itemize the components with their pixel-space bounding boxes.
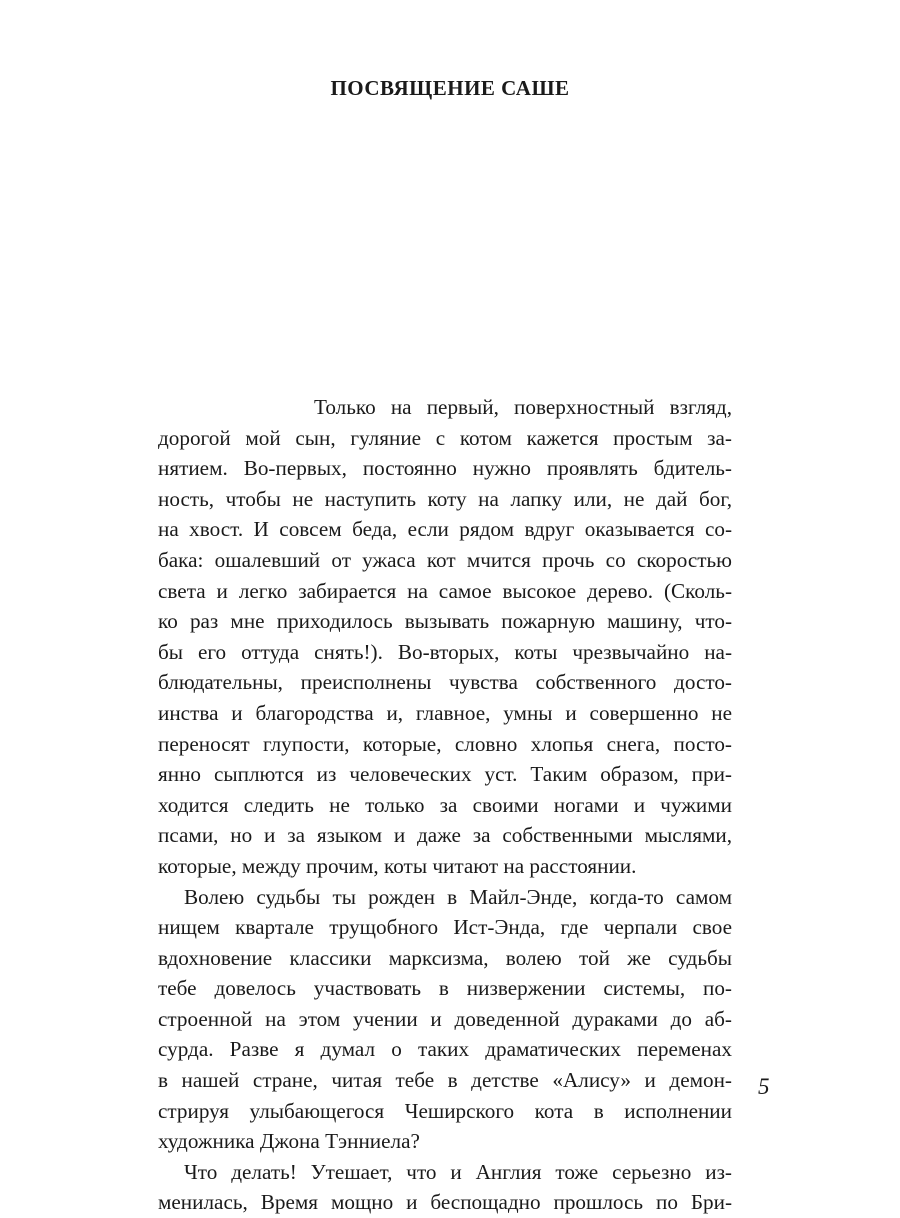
text-line: менилась, Время мощно и беспощадно прошлось по Бри-	[158, 1190, 732, 1215]
text-line: блюдательны, преисполнены чувства собственного досто-	[158, 670, 732, 695]
text-line: стрируя улыбающегося Чеширского кота в исполнении	[158, 1098, 732, 1123]
text-line: в нашей стране, читая тебе в детстве «Алису» и демон-	[158, 1068, 732, 1093]
text-line: бака: ошалевший от ужаса кот мчится прочь со скоростью	[158, 547, 732, 572]
text-line: псами, но и за языком и даже за собственными мыслями,	[158, 823, 732, 848]
text-line: строенной на этом учении и доведенной дураками до аб-	[158, 1006, 732, 1031]
text-line: переносят глупости, которые, словно хлопья снега, посто-	[158, 731, 732, 756]
text-line: художника Джона Тэнниела?	[158, 1129, 420, 1154]
page-title: ПОСВЯЩЕНИЕ САШЕ	[330, 76, 570, 100]
text-line: дорогой мой сын, гуляние с котом кажется простым за-	[158, 425, 732, 450]
text-line: ко раз мне приходилось вызывать пожарную машину, что-	[158, 609, 732, 634]
paragraph	[158, 882, 732, 1157]
text-line: нятием. Во-первых, постоянно нужно проявлять бдитель-	[158, 456, 732, 481]
page-number: 5	[758, 1074, 770, 1099]
text-line: вдохновение классики марксизма, волею той же судьбы	[158, 945, 732, 970]
paragraph	[158, 1157, 732, 1218]
text-line: нищем квартале трущобного Ист-Энда, где черпали свое	[158, 915, 732, 940]
text-line: тебе довелось участвовать в низвержении системы, по-	[158, 976, 732, 1001]
text-line: ность, чтобы не наступить коту на лапку или, не дай бог,	[158, 486, 732, 511]
text-line: Что делать! Утешает, что и Англия тоже серьезно из-	[184, 1159, 732, 1184]
text-line: на хвост. И совсем беда, если рядом вдруг оказывается со-	[158, 517, 732, 542]
text-line: которые, между прочим, коты читают на расстоянии.	[158, 853, 637, 878]
text-line: ходится следить не только за своими ногами и чужими	[158, 792, 732, 817]
text-line: Только на первый, поверхностный взгляд,	[314, 395, 732, 419]
text-line: света и легко забирается на самое высокое дерево. (Сколь-	[158, 578, 732, 603]
paragraph	[158, 392, 732, 882]
text-line: бы его оттуда снять!). Во-вторых, коты чрезвычайно на-	[158, 639, 732, 664]
text-line: сурда. Разве я думал о таких драматических переменах	[158, 1037, 732, 1062]
text-line: Волею судьбы ты рожден в Майл-Энде, когда-то самом	[184, 884, 732, 909]
text-line: янно сыплются из человеческих уст. Таким образом, при-	[158, 762, 732, 787]
text-line: инства и благородства и, главное, умны и совершенно не	[158, 700, 732, 725]
body-text	[158, 392, 732, 1218]
